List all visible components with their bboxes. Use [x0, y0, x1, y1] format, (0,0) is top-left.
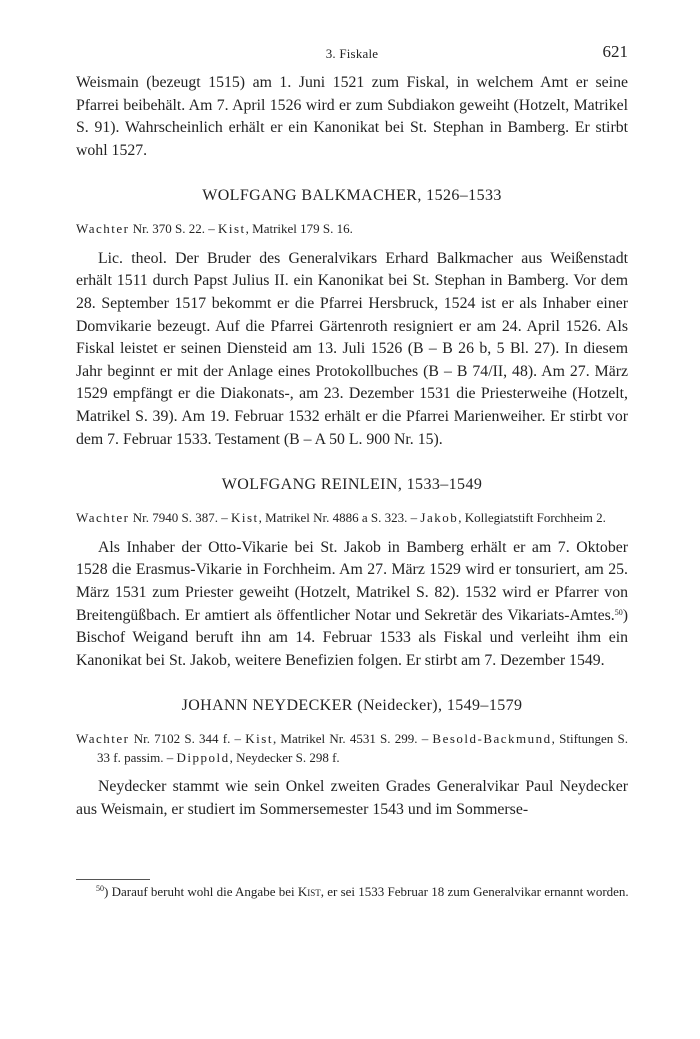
page-body [76, 72, 628, 821]
ref-text: , Neydecker S. 298 f. [229, 749, 340, 765]
footnote-reference[interactable]: 50 [614, 607, 623, 617]
entry-heading: WOLFGANG BALKMACHER, 1526–1533 [202, 187, 502, 205]
ref-text: , Matrikel 179 S. 16. [245, 221, 353, 237]
footnote-mark: 50 [96, 884, 104, 893]
entry-balkmacher [76, 185, 628, 451]
ref-text: Nr. 7940 S. 387. – [129, 510, 231, 526]
entry-body: Neydecker stammt wie sein Onkel zweiten Grades Generalvikar Paul Neydecker aus Weismain, er studiert im Sommersemester 1543 und im Sommerse- [76, 778, 628, 818]
ref-author: Kist [230, 510, 259, 526]
ref-author: Wachter [76, 510, 130, 526]
ref-text: , Stiftungen S. 33 f. passim. – [97, 731, 628, 765]
ref-text: Nr. 7102 S. 344 f. – [129, 731, 246, 747]
ref-text: , Matrikel Nr. 4531 S. 299. – [272, 731, 433, 747]
ref-author: Wachter [76, 221, 130, 237]
ref-author: Wachter [76, 731, 130, 747]
ref-author: Kist [245, 731, 273, 747]
entry-neydecker [76, 695, 628, 821]
footnote [96, 883, 647, 902]
entry-body: Lic. theol. Der Bruder des Generalvikars Erhard Balkmacher aus Weißenstadt erhält 1511 durch Papst Julius II. ein Kanonikat bei St. Stephan in Bamberg. Vor dem 28. September 1517 bekommt er die Pfarrei Hersbruck, 1524 ist er als Inhaber einer Domvikarie bezeugt. Auf die Pfarrei Gärtenroth resigniert er am 24. April 1526. Als Fiskal leistet er seinen Diensteid am 13. Juli 1526 (B – B 26 b, 5 Bl. 27). In diesem Jahr beginnt er mit der Anlage eines Protokollbuches (B – B 74/II, 48). Am 27. März 1529 empfängt er die Diakonats-, am 23. Dezember 1531 die Priesterweihe (Hotzelt, Matrikel S. 39). Am 19. Februar 1532 erhält er die Pfarrei Marienweiher. Er stirbt vor dem 7. Februar 1533. Testament (B – A 50 L. 900 Nr. 15). [76, 249, 628, 448]
entry-reinlein [76, 474, 628, 672]
ref-text: , Kollegiatstift Forchheim 2. [458, 510, 606, 526]
footnote-text: ) Darauf beruht wohl die Angabe bei [104, 884, 298, 899]
footnote-author: Kist [297, 884, 321, 899]
body-text: ) Bischof Weigand beruft ihn am 14. Februar 1533 als Fiskal und verleiht ihm ein Kanonikat bei St. Jakob, weitere Benefizien folgen. Er stirbt am 7. Dezember 1549. [76, 606, 628, 669]
running-head: 3. Fiskale [325, 46, 379, 61]
intro-paragraph: Weismain (bezeugt 1515) am 1. Juni 1521 zum Fiskal, in welchem Amt er seine Pfarrei beibehält. Am 7. April 1526 wird er zum Subdiakon geweiht (Hotzelt, Matrikel S. 91). Wahrscheinlich erhält er ein Kanonikat bei St. Stephan in Bamberg. Er stirbt wohl 1527. [76, 74, 628, 159]
ref-author: Kist [217, 221, 246, 237]
ref-author: Besold-Backmund [432, 731, 552, 747]
entry-heading: JOHANN NEYDECKER (Neidecker), 1549–1579 [181, 697, 523, 715]
entry-references [76, 730, 628, 767]
footnote-text: , er sei 1533 Februar 18 zum Generalvikar ernannt worden. [320, 884, 629, 899]
footnote-divider [76, 879, 150, 880]
entry-heading: WOLFGANG REINLEIN, 1533–1549 [221, 476, 483, 494]
body-text: Als Inhaber der Otto-Vikarie bei St. Jakob in Bamberg erhält er am 7. Oktober 1528 die Erasmus-Vikarie in Forchheim. Am 27. März 1529 wird er tonsuriert, am 25. März 1531 zum Priester geweiht (Hotzelt, Matrikel S. 82). 1532 wird er Pfarrer von Breitengüßbach. Er amtiert als öffentlicher Notar und Sekretär des Vikariats-Amtes. [76, 538, 628, 624]
page-header [76, 42, 628, 64]
ref-text: , Matrikel Nr. 4886 a S. 323. – [258, 510, 421, 526]
ref-author: Dippold [176, 749, 230, 765]
entry-references [76, 220, 628, 239]
entry-references [76, 509, 628, 528]
page-number: 621 [602, 42, 628, 61]
entry-body [76, 537, 628, 673]
ref-author: Jakob [420, 510, 459, 526]
ref-text: Nr. 370 S. 22. – [129, 221, 218, 237]
